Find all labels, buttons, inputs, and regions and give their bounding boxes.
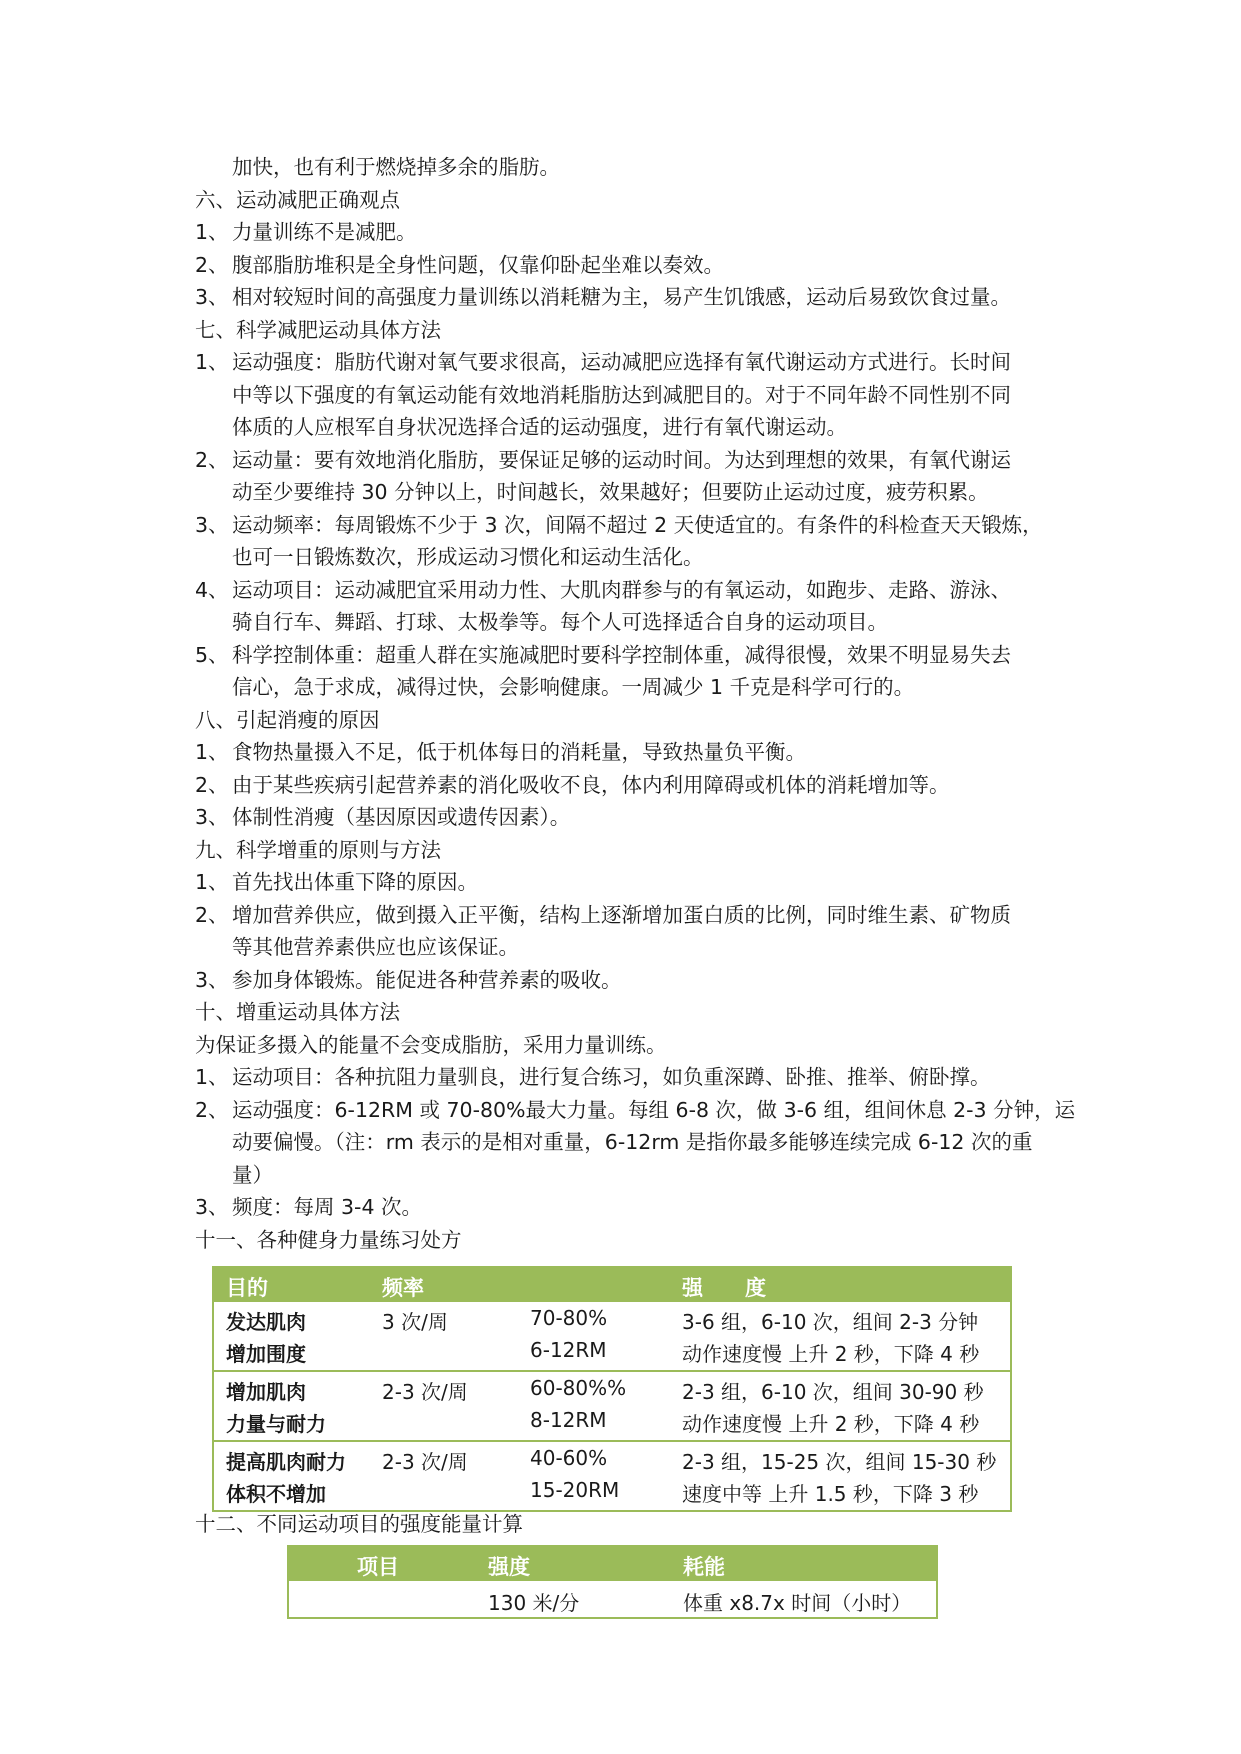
line-text: 中等以下强度的有氧运动能有效地消耗脂肪达到减肥目的。对于不同年龄不同性别不同 [232,382,1011,407]
list-item [195,285,1095,309]
cell-percent: 40-60% [530,1446,608,1470]
text-line [195,610,1095,634]
text-line [195,838,1095,862]
text-line [195,1130,1095,1154]
table-row [289,1581,936,1617]
list-number: 2、 [195,252,229,277]
line-text: 由于某些疾病引起营养素的消化吸收不良，体内利用障碍或机体的消耗增加等。 [232,772,950,797]
cell-goal: 体积不增加 [226,1482,326,1506]
cell-percent: 70-80% [530,1306,608,1330]
list-item [195,578,1095,602]
list-item [195,1098,1095,1122]
section-heading: 十二、不同运动项目的强度能量计算 [195,1512,523,1536]
list-item [195,870,1095,894]
cell-intensity: 动作速度慢 上升 2 秒，下降 4 秒 [682,1342,980,1366]
line-text: 运动量：要有效地消化脂肪，要保证足够的运动时间。为达到理想的效果，有氧代谢运 [232,447,1011,472]
text-line [195,1033,1095,1057]
strength-prescription-table [212,1266,1012,1512]
list-item [195,253,1095,277]
line-text: 为保证多摄入的能量不会变成脂肪，采用力量训练。 [195,1032,667,1057]
list-number: 1、 [195,740,229,764]
line-text: 体制性消瘦（基因原因或遗传因素）。 [232,805,571,829]
line-text: 运动频率：每周锻炼不少于 3 次，间隔不超过 2 天使适宜的。有条件的科检查天天锻炼， [232,512,1043,537]
cell-goal: 力量与耐力 [226,1412,326,1436]
energy-calculation-table [287,1545,938,1619]
line-text: 也可一日锻炼数次，形成运动习惯化和运动生活化。 [232,545,704,569]
text-line [195,415,1095,439]
cell-goal: 发达肌肉 [226,1310,306,1334]
cell-rm: 8-12RM [530,1408,607,1432]
list-number: 4、 [195,577,229,602]
header-item: 项目 [357,1555,399,1579]
list-item [195,350,1095,374]
cell-percent: 60-80%% [530,1376,627,1400]
line-text: 频度：每周 3-4 次。 [232,1195,423,1219]
list-item [195,1065,1095,1089]
list-number: 1、 [195,1065,229,1089]
cell-intensity: 2-3 组，15-25 次，组间 15-30 秒 [682,1450,997,1474]
line-text: 骑自行车、舞蹈、打球、太极拳等。每个人可选择适合自身的运动项目。 [232,610,888,634]
list-item [195,1195,1095,1219]
list-number: 1、 [195,350,229,374]
text-line [195,1228,1095,1252]
list-item [195,643,1095,667]
table-row [214,1370,1010,1440]
table-row [214,1440,1010,1510]
line-text: 食物热量摄入不足，低于机体每日的消耗量，导致热量负平衡。 [232,740,806,764]
text-line [195,383,1095,407]
line-text: 科学控制体重：超重人群在实施减肥时要科学控制体重，减得很慢，效果不明显易失去 [232,642,1011,667]
line-text: 七、科学减肥运动具体方法 [195,317,441,342]
text-line [195,1163,1095,1187]
line-text: 增加营养供应，做到摄入正平衡，结构上逐渐增加蛋白质的比例，同时维生素、矿物质 [232,902,1011,927]
text-line [195,1000,1095,1024]
cell-goal: 增加肌肉 [226,1380,306,1404]
line-text: 加快，也有利于燃烧掉多余的脂肪。 [232,155,560,179]
line-text: 运动强度：6-12RM 或 70-80%最大力量。每组 6-8 次，做 3-6 组，组间休息 2-3 分钟，运 [232,1097,1076,1122]
line-text: 六、运动减肥正确观点 [195,187,400,212]
table-row [214,1302,1010,1370]
line-text: 腹部脂肪堆积是全身性问题，仅靠仰卧起坐难以奏效。 [232,252,724,277]
list-item [195,220,1095,244]
list-number: 1、 [195,220,229,244]
list-number: 3、 [195,1195,229,1219]
text-line [195,480,1095,504]
line-text: 八、引起消瘦的原因 [195,707,380,732]
list-item [195,903,1095,927]
header-intensity: 强度 [488,1555,530,1579]
list-item [195,805,1095,829]
cell-frequency: 2-3 次/周 [382,1380,468,1404]
header-intensity: 强 度 [682,1276,766,1300]
list-item [195,740,1095,764]
table-header-row [289,1547,936,1581]
line-text: 运动强度：脂肪代谢对氧气要求很高，运动减肥应选择有氧代谢运动方式进行。长时间 [232,350,1011,374]
header-frequency: 频率 [382,1276,424,1300]
text-line [195,188,1095,212]
cell-energy: 体重 x8.7x 时间（小时） [683,1591,912,1615]
list-number: 2、 [195,447,229,472]
list-item [195,448,1095,472]
line-text: 量） [232,1162,273,1187]
cell-rm: 6-12RM [530,1338,607,1362]
line-text: 参加身体锻炼。能促进各种营养素的吸收。 [232,967,622,992]
cell-intensity: 速度中等 上升 1.5 秒，下降 3 秒 [682,1482,979,1506]
line-text: 动至少要维持 30 分钟以上，时间越长，效果越好；但要防止运动过度，疲劳积累。 [232,480,989,504]
line-text: 力量训练不是减肥。 [232,220,417,244]
line-text: 运动项目：各种抗阻力量驯良，进行复合练习，如负重深蹲、卧推、推举、俯卧撑。 [232,1065,991,1089]
list-number: 5、 [195,642,229,667]
line-text: 九、科学增重的原则与方法 [195,837,441,862]
list-number: 2、 [195,902,229,927]
list-item [195,968,1095,992]
header-energy: 耗能 [683,1555,725,1579]
list-number: 2、 [195,1097,229,1122]
line-text: 十一、各种健身力量练习处方 [195,1227,462,1252]
line-text: 动要偏慢。（注：rm 表示的是相对重量，6-12rm 是指你最多能够连续完成 6-12 次的重 [232,1130,1033,1154]
text-line [195,318,1095,342]
header-goal: 目的 [226,1276,268,1300]
line-text: 体质的人应根军自身状况选择合适的运动强度，进行有氧代谢运动。 [232,415,847,439]
cell-intensity: 动作速度慢 上升 2 秒，下降 4 秒 [682,1412,980,1436]
cell-frequency: 3 次/周 [382,1310,448,1334]
text-line [195,155,1095,179]
text-line [195,545,1095,569]
cell-rm: 15-20RM [530,1478,620,1502]
line-text: 首先找出体重下降的原因。 [232,870,478,894]
line-text: 相对较短时间的高强度力量训练以消耗糖为主，易产生饥饿感，运动后易致饮食过量。 [232,285,1011,309]
text-line [195,935,1095,959]
list-number: 3、 [195,512,229,537]
cell-intensity: 2-3 组，6-10 次，组间 30-90 秒 [682,1380,984,1404]
list-number: 3、 [195,285,229,309]
cell-frequency: 2-3 次/周 [382,1450,468,1474]
cell-goal: 提高肌肉耐力 [226,1450,346,1474]
table-header-row [214,1268,1010,1302]
cell-intensity: 130 米/分 [488,1591,580,1615]
line-text: 信心，急于求成，减得过快，会影响健康。一周减少 1 千克是科学可行的。 [232,675,915,699]
table-body [289,1581,936,1617]
list-number: 1、 [195,870,229,894]
line-text: 运动项目：运动减肥宜采用动力性、大肌肉群参与的有氧运动，如跑步、走路、游泳、 [232,577,1011,602]
table-body [214,1302,1010,1510]
list-number: 3、 [195,805,229,829]
list-number: 3、 [195,967,229,992]
list-number: 2、 [195,772,229,797]
line-text: 十、增重运动具体方法 [195,1000,400,1024]
text-line [195,708,1095,732]
text-line [195,675,1095,699]
list-item [195,513,1095,537]
cell-goal: 增加围度 [226,1342,306,1366]
line-text: 等其他营养素供应也应该保证。 [232,935,519,959]
cell-intensity: 3-6 组，6-10 次，组间 2-3 分钟 [682,1310,979,1334]
list-item [195,773,1095,797]
